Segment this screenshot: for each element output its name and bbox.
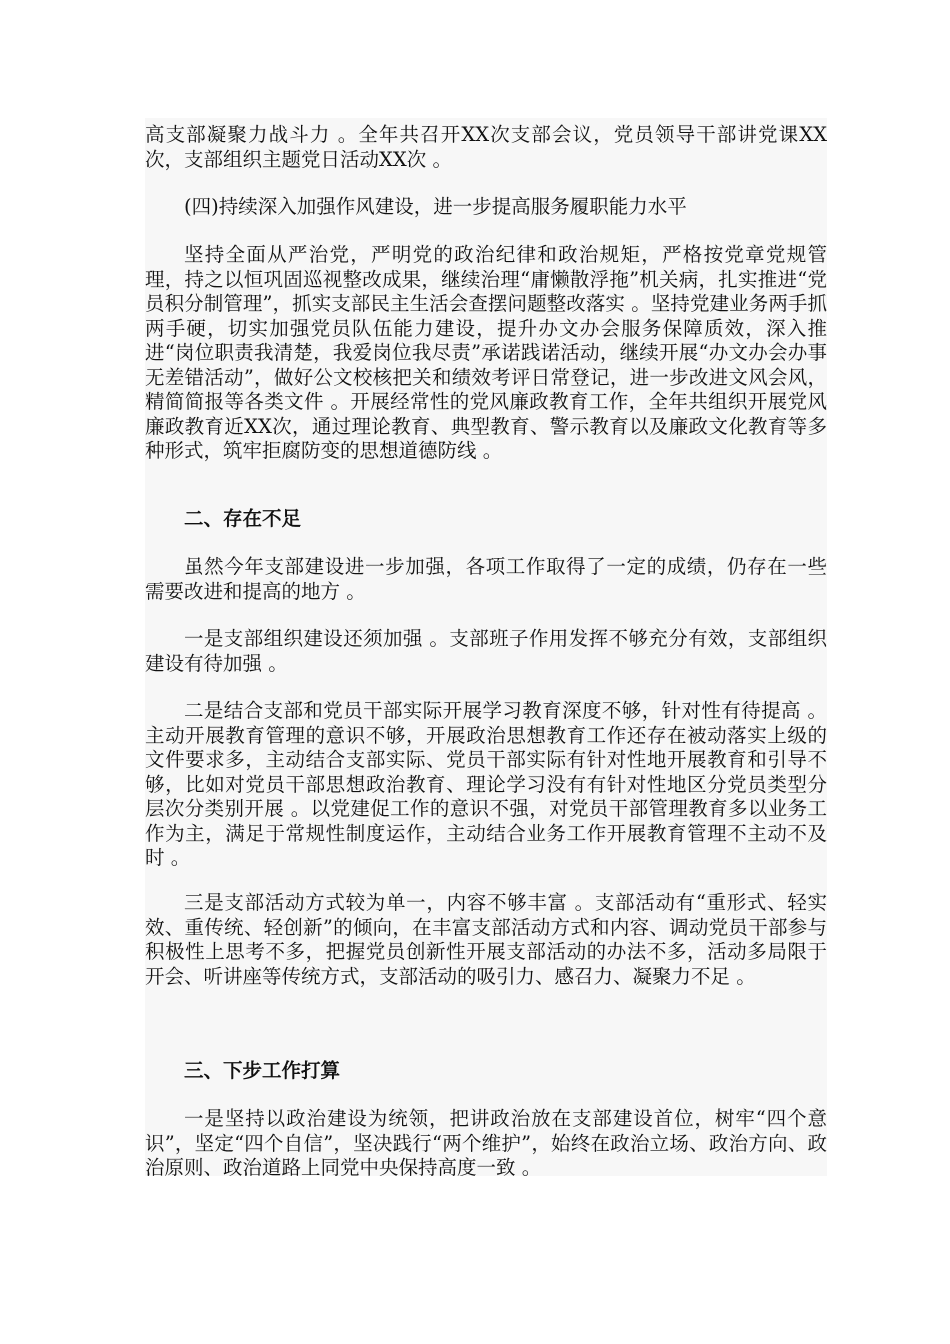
document-body — [145, 118, 827, 1179]
paragraph-shortcoming-2: 二是结合支部和党员干部实际开展学习教育深度不够，针对性有待提高 。主动开展教育管理的意识不够，开展政治思想教育工作还存在被动落实上级的文件要求多，主动结合支部实际、党员干部实际有针对性地开展教育和引导不够，比如对党员干部思想政治教育、理论学习没有有针对性地区分党员类型分层次分类别开展 。以党建促工作的意识不强，对党员干部管理教育多以业务工作为主，满足于常规性制度运作，主动结合业务工作开展教育管理不主动不及时 。 — [145, 699, 827, 869]
paragraph-next-step-1: 一是坚持以政治建设为统领，把讲政治放在支部建设首位，树牢“四个意识”，坚定“四个自信”，坚决践行“两个维护”，始终在政治立场、政治方向、政治原则、政治道路上同党中央保持高度一致 。 — [145, 1107, 827, 1179]
section-heading-shortcomings: 二、存在不足 — [184, 507, 302, 530]
paragraph-work-style: 坚持全面从严治党，严明党的政治纪律和政治规矩，严格按党章党规管理，持之以恒巩固巡视整改成果，继续治理“庸懒散浮拖”机关病，扎实推进“党员积分制管理”，抓实支部民主生活会查摆问题整改落实 。坚持党建业务两手抓两手硬，切实加强党员队伍能力建设，提升办文办会服务保障质效，深入推进“岗位职责我清楚，我爱岗位我尽责”承诺践诺活动，继续开展“办文办会办事无差错活动”，做好公文校核把关和绩效考评日常登记，进一步改进文风会风，精简简报等各类文件 。开展经常性的党风廉政教育工作，全年共组织开展党风廉政教育近XX次，通过理论教育、典型教育、警示教育以及廉政文化教育等多种形式，筑牢拒腐防变的思想道德防线 。 — [145, 243, 827, 462]
section-heading-next-steps: 三、下步工作打算 — [184, 1059, 341, 1082]
paragraph-continuation: 高支部凝聚力战斗力 。全年共召开XX次支部会议，党员领导干部讲党课XX次，支部组织主题党日活动XX次 。 — [145, 123, 827, 171]
paragraph-shortcomings-intro: 虽然今年支部建设进一步加强，各项工作取得了一定的成绩，仍存在一些需要改进和提高的地方 。 — [145, 555, 827, 603]
paragraph-shortcoming-1: 一是支部组织建设还须加强 。支部班子作用发挥不够充分有效，支部组织建设有待加强 。 — [145, 627, 827, 675]
section-subtitle: (四)持续深入加强作风建设，进一步提高服务履职能力水平 — [184, 195, 687, 218]
paragraph-shortcoming-3: 三是支部活动方式较为单一，内容不够丰富 。支部活动有“重形式、轻实效、重传统、轻创新”的倾向，在丰富支部活动方式和内容、调动党员干部参与积极性上思考不多，把握党员创新性开展支部活动的办法不多，活动多局限于开会、听讲座等传统方式，支部活动的吸引力、感召力、凝聚力不足 。 — [145, 891, 827, 988]
